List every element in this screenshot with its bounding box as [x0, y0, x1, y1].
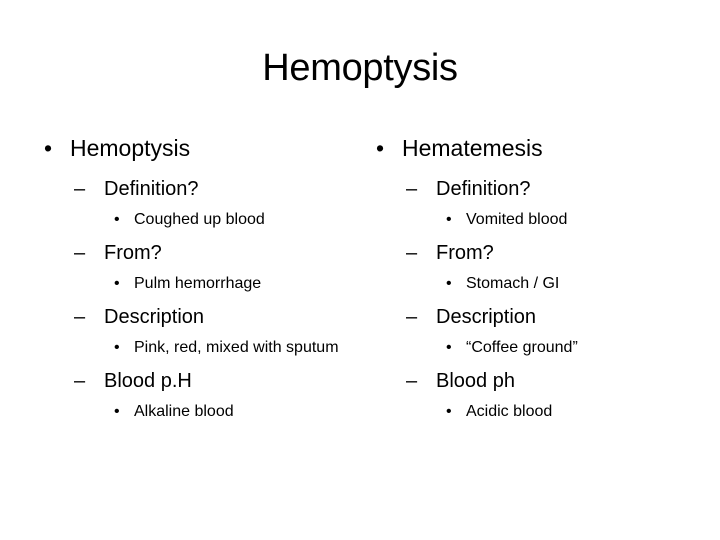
bullet-icon: • [376, 135, 385, 161]
list-item [74, 302, 344, 332]
bullet-icon: • [446, 403, 452, 420]
list-item [406, 302, 676, 332]
item-label: Definition? [436, 178, 531, 200]
item-detail: Pulm hemorrhage [134, 275, 262, 292]
list-item [74, 238, 344, 268]
list-item [74, 366, 344, 396]
left-column-items [74, 174, 344, 424]
item-detail: Coughed up blood [134, 211, 265, 228]
item-label: From? [104, 242, 162, 264]
dash-bullet-icon: – [406, 306, 418, 328]
bullet-icon: • [44, 135, 53, 161]
item-label: Blood ph [436, 370, 515, 392]
dash-bullet-icon: – [406, 242, 418, 264]
list-subitem [434, 208, 676, 232]
item-detail: Pink, red, mixed with sputum [134, 339, 339, 356]
list-subitem [102, 400, 344, 424]
slide-title: Hemoptysis [262, 47, 458, 89]
item-label: Description [104, 306, 205, 328]
dash-bullet-icon: – [406, 370, 418, 392]
dash-bullet-icon: – [74, 178, 86, 200]
item-detail: “Coffee ground” [466, 339, 578, 356]
list-subitem [434, 400, 676, 424]
dash-bullet-icon: – [74, 242, 86, 264]
item-detail: Alkaline blood [134, 403, 234, 420]
list-subitem [102, 272, 344, 296]
list-item [406, 366, 676, 396]
bullet-icon: • [114, 275, 120, 292]
list-subitem [434, 272, 676, 296]
bullet-icon: • [114, 339, 120, 356]
list-subitem [102, 336, 340, 360]
left-column [44, 128, 344, 430]
dash-bullet-icon: – [74, 306, 86, 328]
item-detail: Stomach / GI [466, 275, 560, 292]
bullet-icon: • [446, 339, 452, 356]
item-label: From? [436, 242, 494, 264]
bullet-icon: • [114, 403, 120, 420]
right-column [376, 128, 676, 430]
left-column-heading [44, 128, 344, 168]
right-column-items [406, 174, 676, 424]
list-item [74, 174, 344, 204]
item-label: Definition? [104, 178, 199, 200]
item-label: Description [436, 306, 537, 328]
bullet-icon: • [446, 211, 452, 228]
heading-text: Hemoptysis [70, 135, 191, 161]
item-detail: Vomited blood [466, 211, 568, 228]
dash-bullet-icon: – [406, 178, 418, 200]
list-subitem [102, 208, 344, 232]
item-label: Blood p.H [104, 370, 192, 392]
item-detail: Acidic blood [466, 403, 553, 420]
list-item [406, 238, 676, 268]
bullet-icon: • [114, 211, 120, 228]
list-subitem [434, 336, 676, 360]
dash-bullet-icon: – [74, 370, 86, 392]
bullet-icon: • [446, 275, 452, 292]
right-column-heading [376, 128, 676, 168]
list-item [406, 174, 676, 204]
heading-text: Hematemesis [402, 135, 543, 161]
